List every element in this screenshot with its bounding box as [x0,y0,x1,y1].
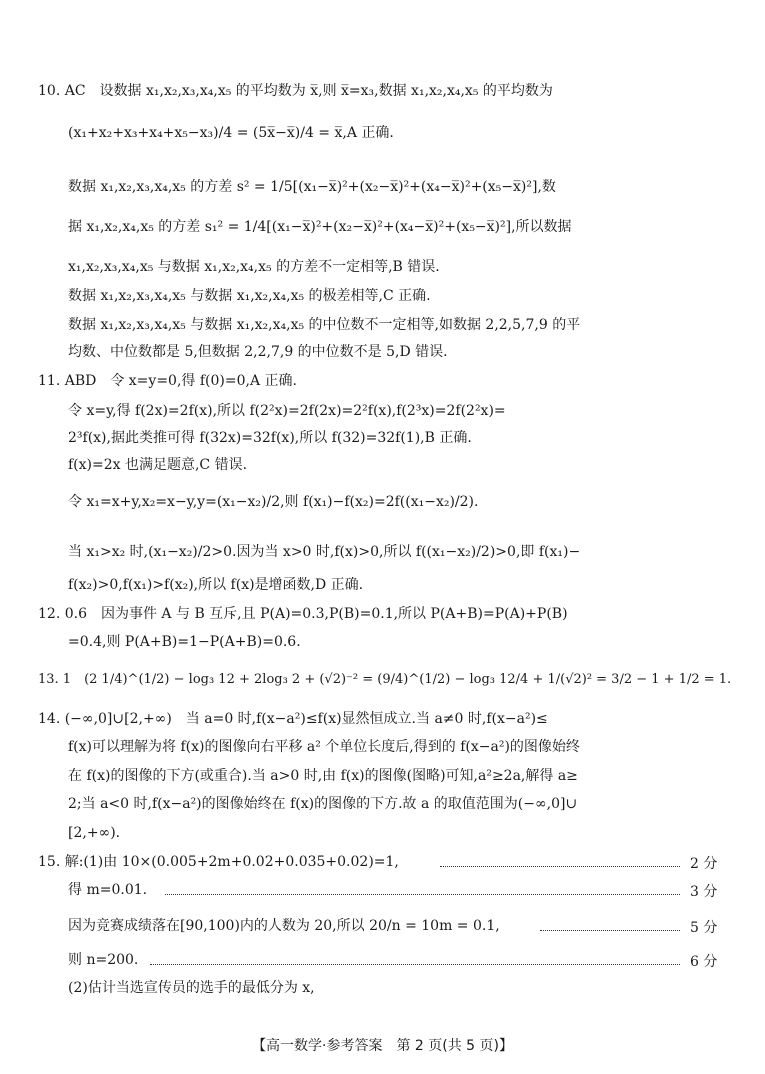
p15-line-4: 则 n=200. [68,952,139,968]
p15-dot-leader-3 [540,930,680,931]
p10-line-3: 数据 x₁,x₂,x₃,x₄,x₅ 的方差 s² = 1/5[(x₁−x̅)²+(x₂−x̅)²+(x₄−x̅)²+(x₅−x̅)²],数 [68,179,556,195]
p14-line-2: f(x)可以理解为将 f(x)的图像向右平移 a² 个单位长度后,得到的 f(x−a²)的图像始终 [68,739,580,755]
p15-dot-leader-4 [150,964,680,965]
p15-line-3: 因为竞赛成绩落在[90,100)内的人数为 20,所以 20/n = 10m = 0.1, [68,918,500,934]
p15-line-5: (2)估计当选宣传员的选手的最低分为 x, [68,980,315,996]
p10-line-8: 均数、中位数都是 5,但数据 2,2,7,9 的中位数不是 5,D 错误. [68,344,448,360]
p11-line-3: 2³f(x),据此类推可得 f(32x)=32f(x),所以 f(32)=32f(1),B 正确. [68,430,472,446]
p10-line-7: 数据 x₁,x₂,x₃,x₄,x₅ 与数据 x₁,x₂,x₄,x₅ 的中位数不一定相等,如数据 2,2,5,7,9 的平 [68,317,581,333]
p15-dot-leader-1 [440,866,680,867]
p15-dot-leader-2 [165,894,680,895]
p13-line-1: 13. 1 (2 1/4)^(1/2) − log₃ 12 + 2log₃ 2 + (√2)⁻² = (9/4)^(1/2) − log₃ 12/4 + 1/(√2)² = 3/2 − 1 + 1/2 = 1. [38,672,732,687]
p15-score-1: 2 分 [690,856,718,872]
p10-line-1: 10. AC 设数据 x₁,x₂,x₃,x₄,x₅ 的平均数为 x̅,则 x̅=x₃,数据 x₁,x₂,x₄,x₅ 的平均数为 [38,83,553,99]
p15-line-2: 得 m=0.01. [68,882,148,898]
p11-line-6: 当 x₁>x₂ 时,(x₁−x₂)/2>0.因为当 x>0 时,f(x)>0,所以 f((x₁−x₂)/2)>0,即 f(x₁)− [68,544,581,560]
p10-line-5: x₁,x₂,x₃,x₄,x₅ 与数据 x₁,x₂,x₄,x₅ 的方差不一定相等,B 错误. [68,259,440,275]
p15-score-4: 6 分 [690,954,718,970]
p11-line-7: f(x₂)>0,f(x₁)>f(x₂),所以 f(x)是增函数,D 正确. [68,577,364,593]
p11-line-2: 令 x=y,得 f(2x)=2f(x),所以 f(2²x)=2f(2x)=2²f(x),f(2³x)=2f(2²x)= [68,403,506,419]
p15-score-3: 5 分 [690,920,718,936]
p11-line-5: 令 x₁=x+y,x₂=x−y,y=(x₁−x₂)/2,则 f(x₁)−f(x₂)=2f((x₁−x₂)/2). [68,494,479,510]
p11-line-4: f(x)=2x 也满足题意,C 错误. [68,457,248,473]
p14-line-1: 14. (−∞,0]∪[2,+∞) 当 a=0 时,f(x−a²)≤f(x)显然恒成立.当 a≠0 时,f(x−a²)≤ [38,711,548,727]
p12-line-1: 12. 0.6 因为事件 A 与 B 互斥,且 P(A)=0.3,P(B)=0.1,所以 P(A+B)=P(A)+P(B) [38,606,568,622]
p12-line-2: =0.4,则 P(A+B)=1−P(A+B)=0.6. [68,634,301,650]
p14-line-3: 在 f(x)的图像的下方(或重合).当 a>0 时,由 f(x)的图像(图略)可知,a²≥2a,解得 a≥ [68,768,578,784]
p15-score-2: 3 分 [690,884,718,900]
p10-line-6: 数据 x₁,x₂,x₃,x₄,x₅ 与数据 x₁,x₂,x₄,x₅ 的极差相等,C 正确. [68,288,431,304]
p10-line-2: (x₁+x₂+x₃+x₄+x₅−x₃)/4 = (5x̅−x̅)/4 = x̅,A 正确. [68,125,394,141]
p14-line-5: [2,+∞). [68,825,121,841]
page-footer: 【高一数学·参考答案 第 2 页(共 5 页)】 [252,1038,513,1054]
p14-line-4: 2;当 a<0 时,f(x−a²)的图像始终在 f(x)的图像的下方.故 a 的取值范围为(−∞,0]∪ [68,796,578,812]
p10-line-4: 据 x₁,x₂,x₄,x₅ 的方差 s₁² = 1/4[(x₁−x̅)²+(x₂−x̅)²+(x₄−x̅)²+(x₅−x̅)²],所以数据 [68,219,572,235]
p15-line-1: 15. 解:(1)由 10×(0.005+2m+0.02+0.035+0.02)=1, [38,854,399,870]
p11-line-1: 11. ABD 令 x=y=0,得 f(0)=0,A 正确. [38,373,297,389]
